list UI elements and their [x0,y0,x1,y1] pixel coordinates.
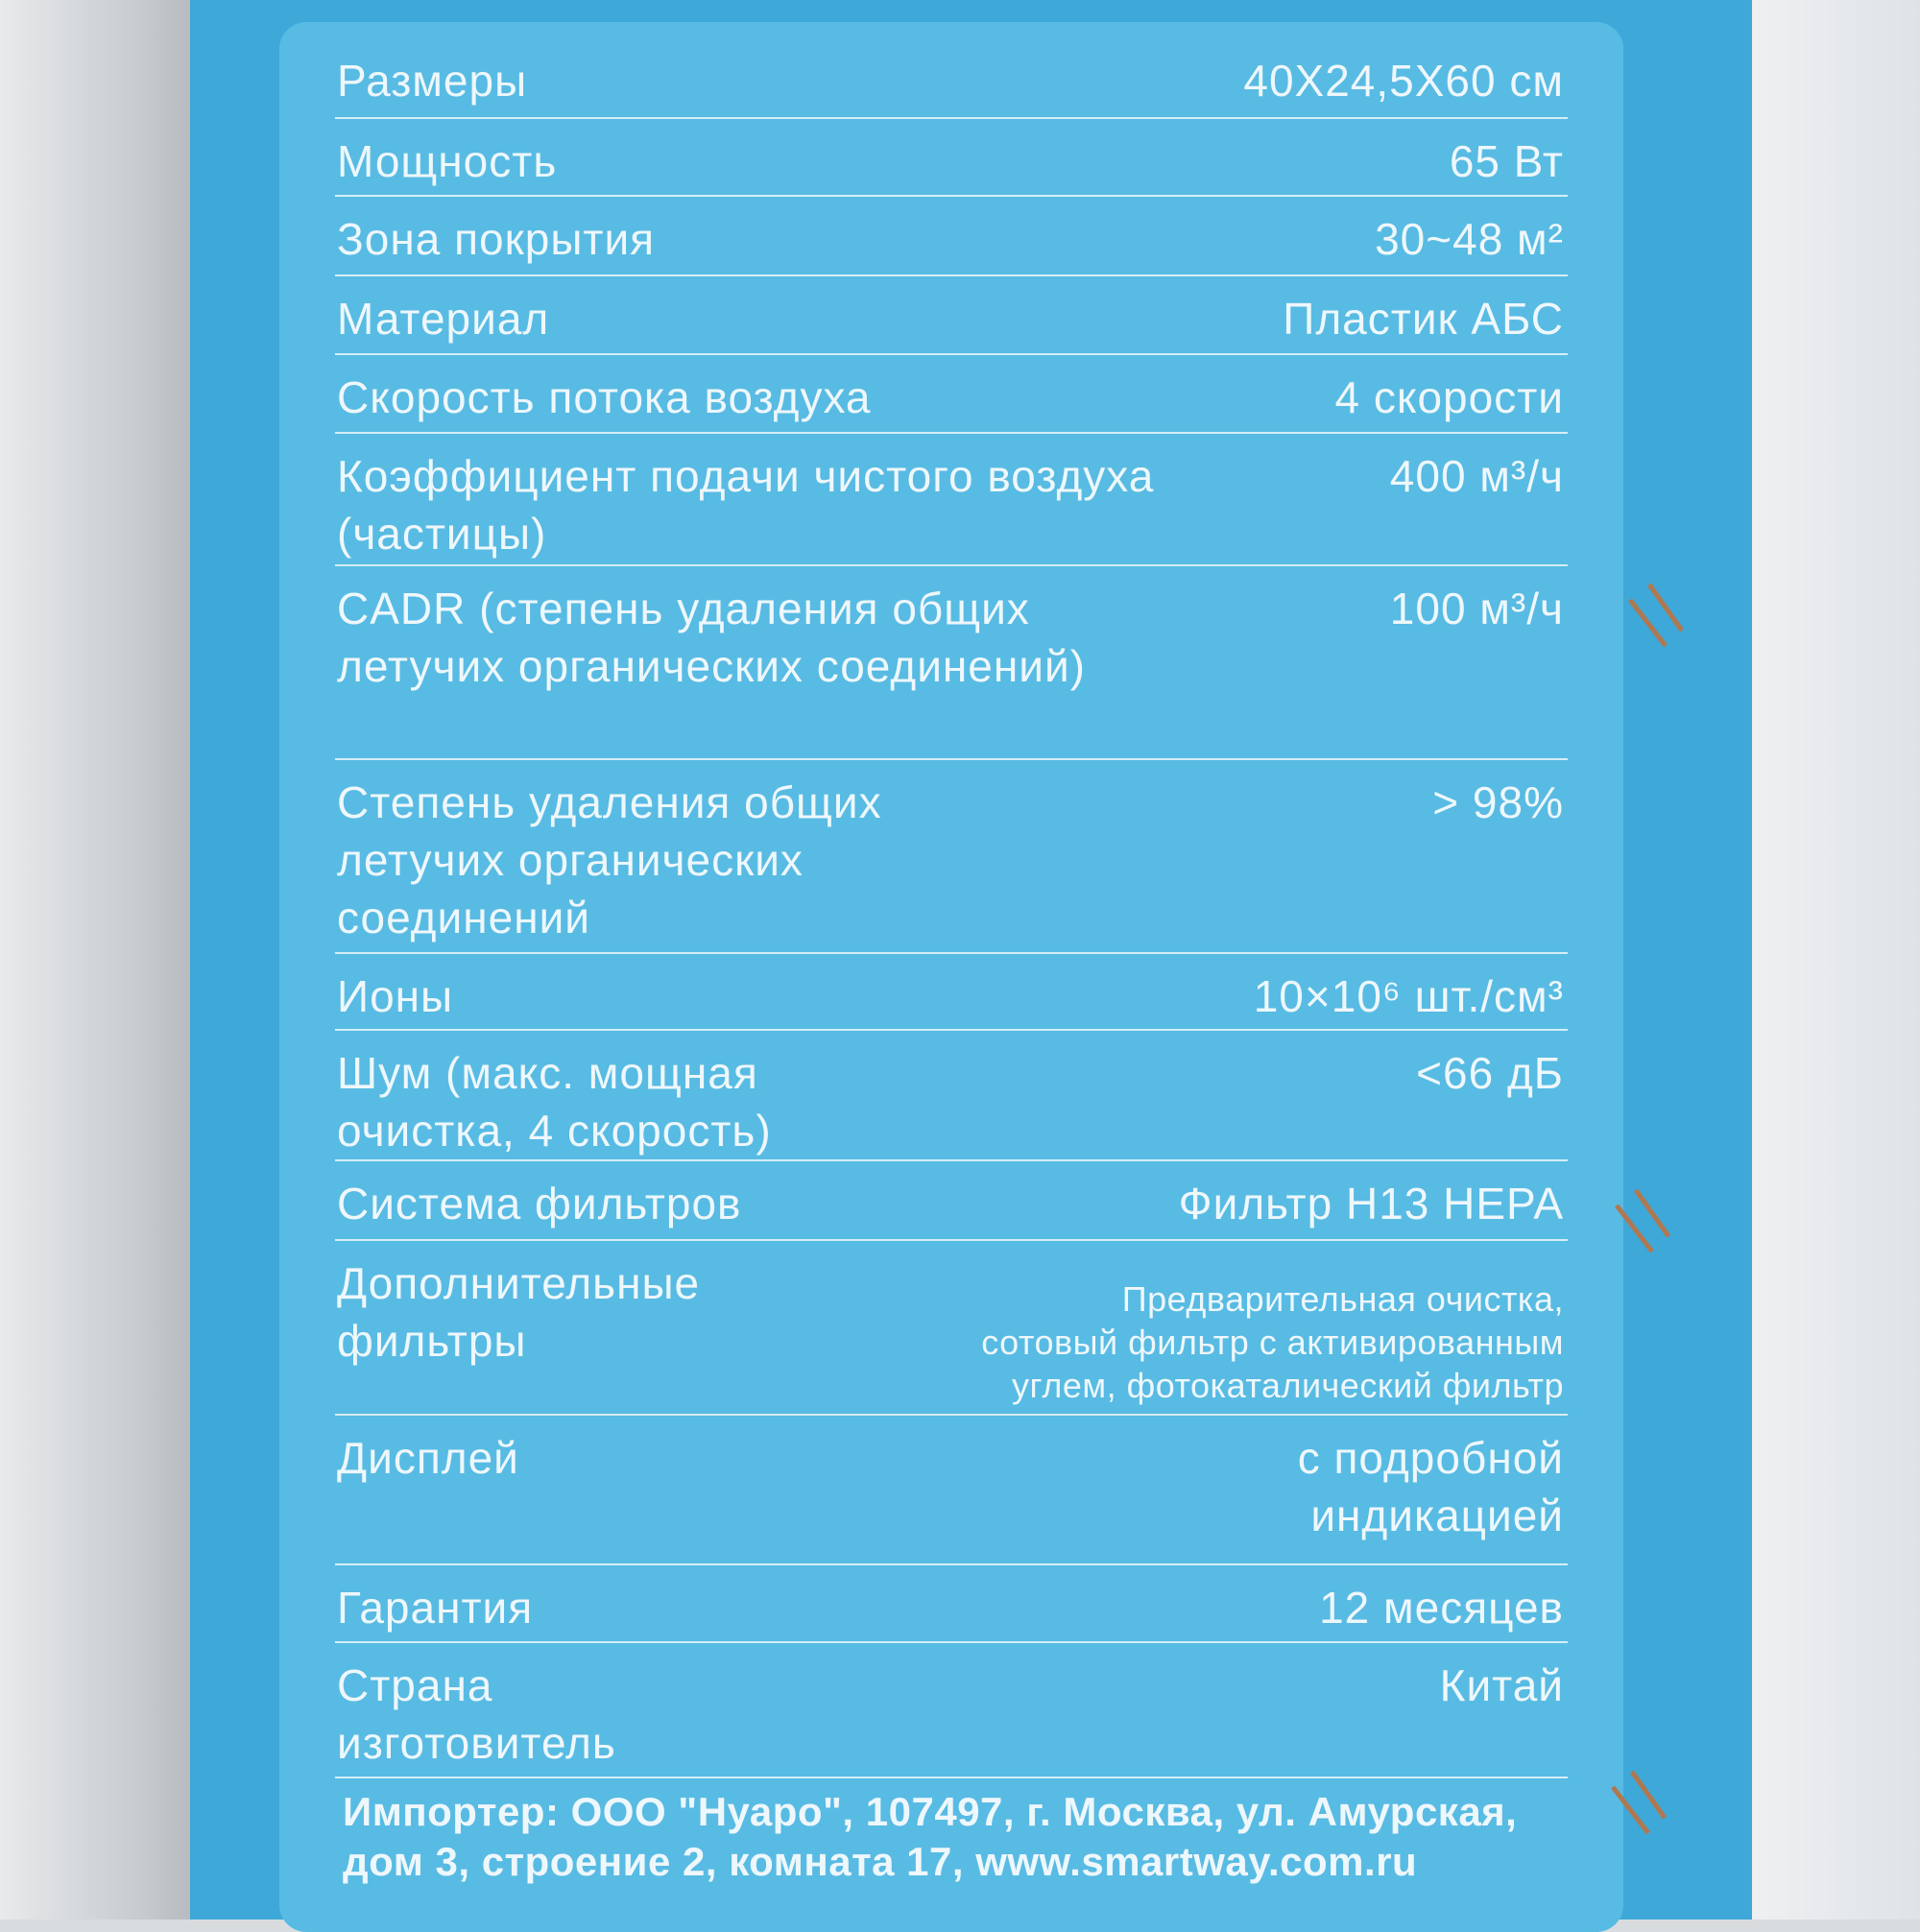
spec-row [335,1416,1568,1565]
importer-line-2: дом 3, строение 2, комната 17, www.smartway.com.ru [343,1839,1418,1884]
spec-value: 100 м³/ч [1389,584,1564,633]
spec-label: Скорость потока воздуха [337,372,872,422]
spec-row [335,566,1568,760]
spec-value: Китай [1439,1660,1564,1710]
spec-label: Ионы [337,971,454,1021]
spec-row [335,1241,1568,1416]
staple-icon [1609,1186,1676,1253]
spec-label: Степень удаления общих летучих органических соединений [337,777,882,942]
spec-label: Размеры [337,56,528,106]
spec-label: CADR (степень удаления общих летучих органических соединений) [337,584,1086,691]
spec-row [335,1565,1568,1643]
photo-background-left [0,0,190,1920]
staple-icon [1622,581,1690,648]
spec-label: Дополнительные фильтры [337,1258,701,1366]
spec-value: 65 Вт [1449,136,1564,186]
spec-value: Пластик АБС [1283,294,1564,344]
spec-label: Гарантия [337,1583,534,1633]
spec-label: Зона покрытия [337,214,656,264]
spec-value: 30~48 м² [1375,214,1564,264]
spec-row [335,954,1568,1031]
spec-label: Система фильтров [337,1179,742,1228]
staple-icon [1605,1768,1672,1835]
spec-row [335,434,1568,566]
spec-value: Предварительная очистка, сотовый фильтр с активированным углем, фотокаталический фильтр [981,1279,1564,1405]
spec-row [335,1643,1568,1778]
spec-row [335,38,1568,119]
spec-value: Фильтр H13 HEPA [1178,1179,1564,1228]
spec-value: 4 скорости [1334,372,1564,422]
spec-value: 40Х24,5Х60 см [1243,56,1564,106]
spec-label: Дисплей [337,1433,519,1483]
spec-value: <66 дБ [1416,1048,1564,1098]
spec-row [335,119,1568,197]
spec-label: Материал [337,294,550,344]
spec-label: Коэффициент подачи чистого воздуха (частицы) [337,451,1155,559]
photo-background-right [1752,0,1920,1920]
importer-info [343,1787,1517,1887]
spec-row [335,760,1568,954]
spec-value: > 98% [1432,777,1564,827]
importer-line-1: Импортер: ООО "Нуаро", 107497, г. Москва, ул. Амурская, [343,1789,1518,1834]
spec-row [335,1031,1568,1161]
spec-value: 10×10⁶ шт./см³ [1253,971,1564,1021]
spec-label: Шум (макс. мощная очистка, 4 скорость) [337,1048,772,1156]
spec-row [335,1161,1568,1241]
spec-row [335,276,1568,355]
spec-row [335,197,1568,276]
spec-label: Мощность [337,136,558,186]
spec-value: с подробной индикацией [1297,1433,1564,1540]
spec-value: 400 м³/ч [1389,451,1564,501]
spec-value: 12 месяцев [1319,1583,1564,1633]
spec-row [335,355,1568,434]
spec-label: Страна изготовитель [337,1660,616,1768]
